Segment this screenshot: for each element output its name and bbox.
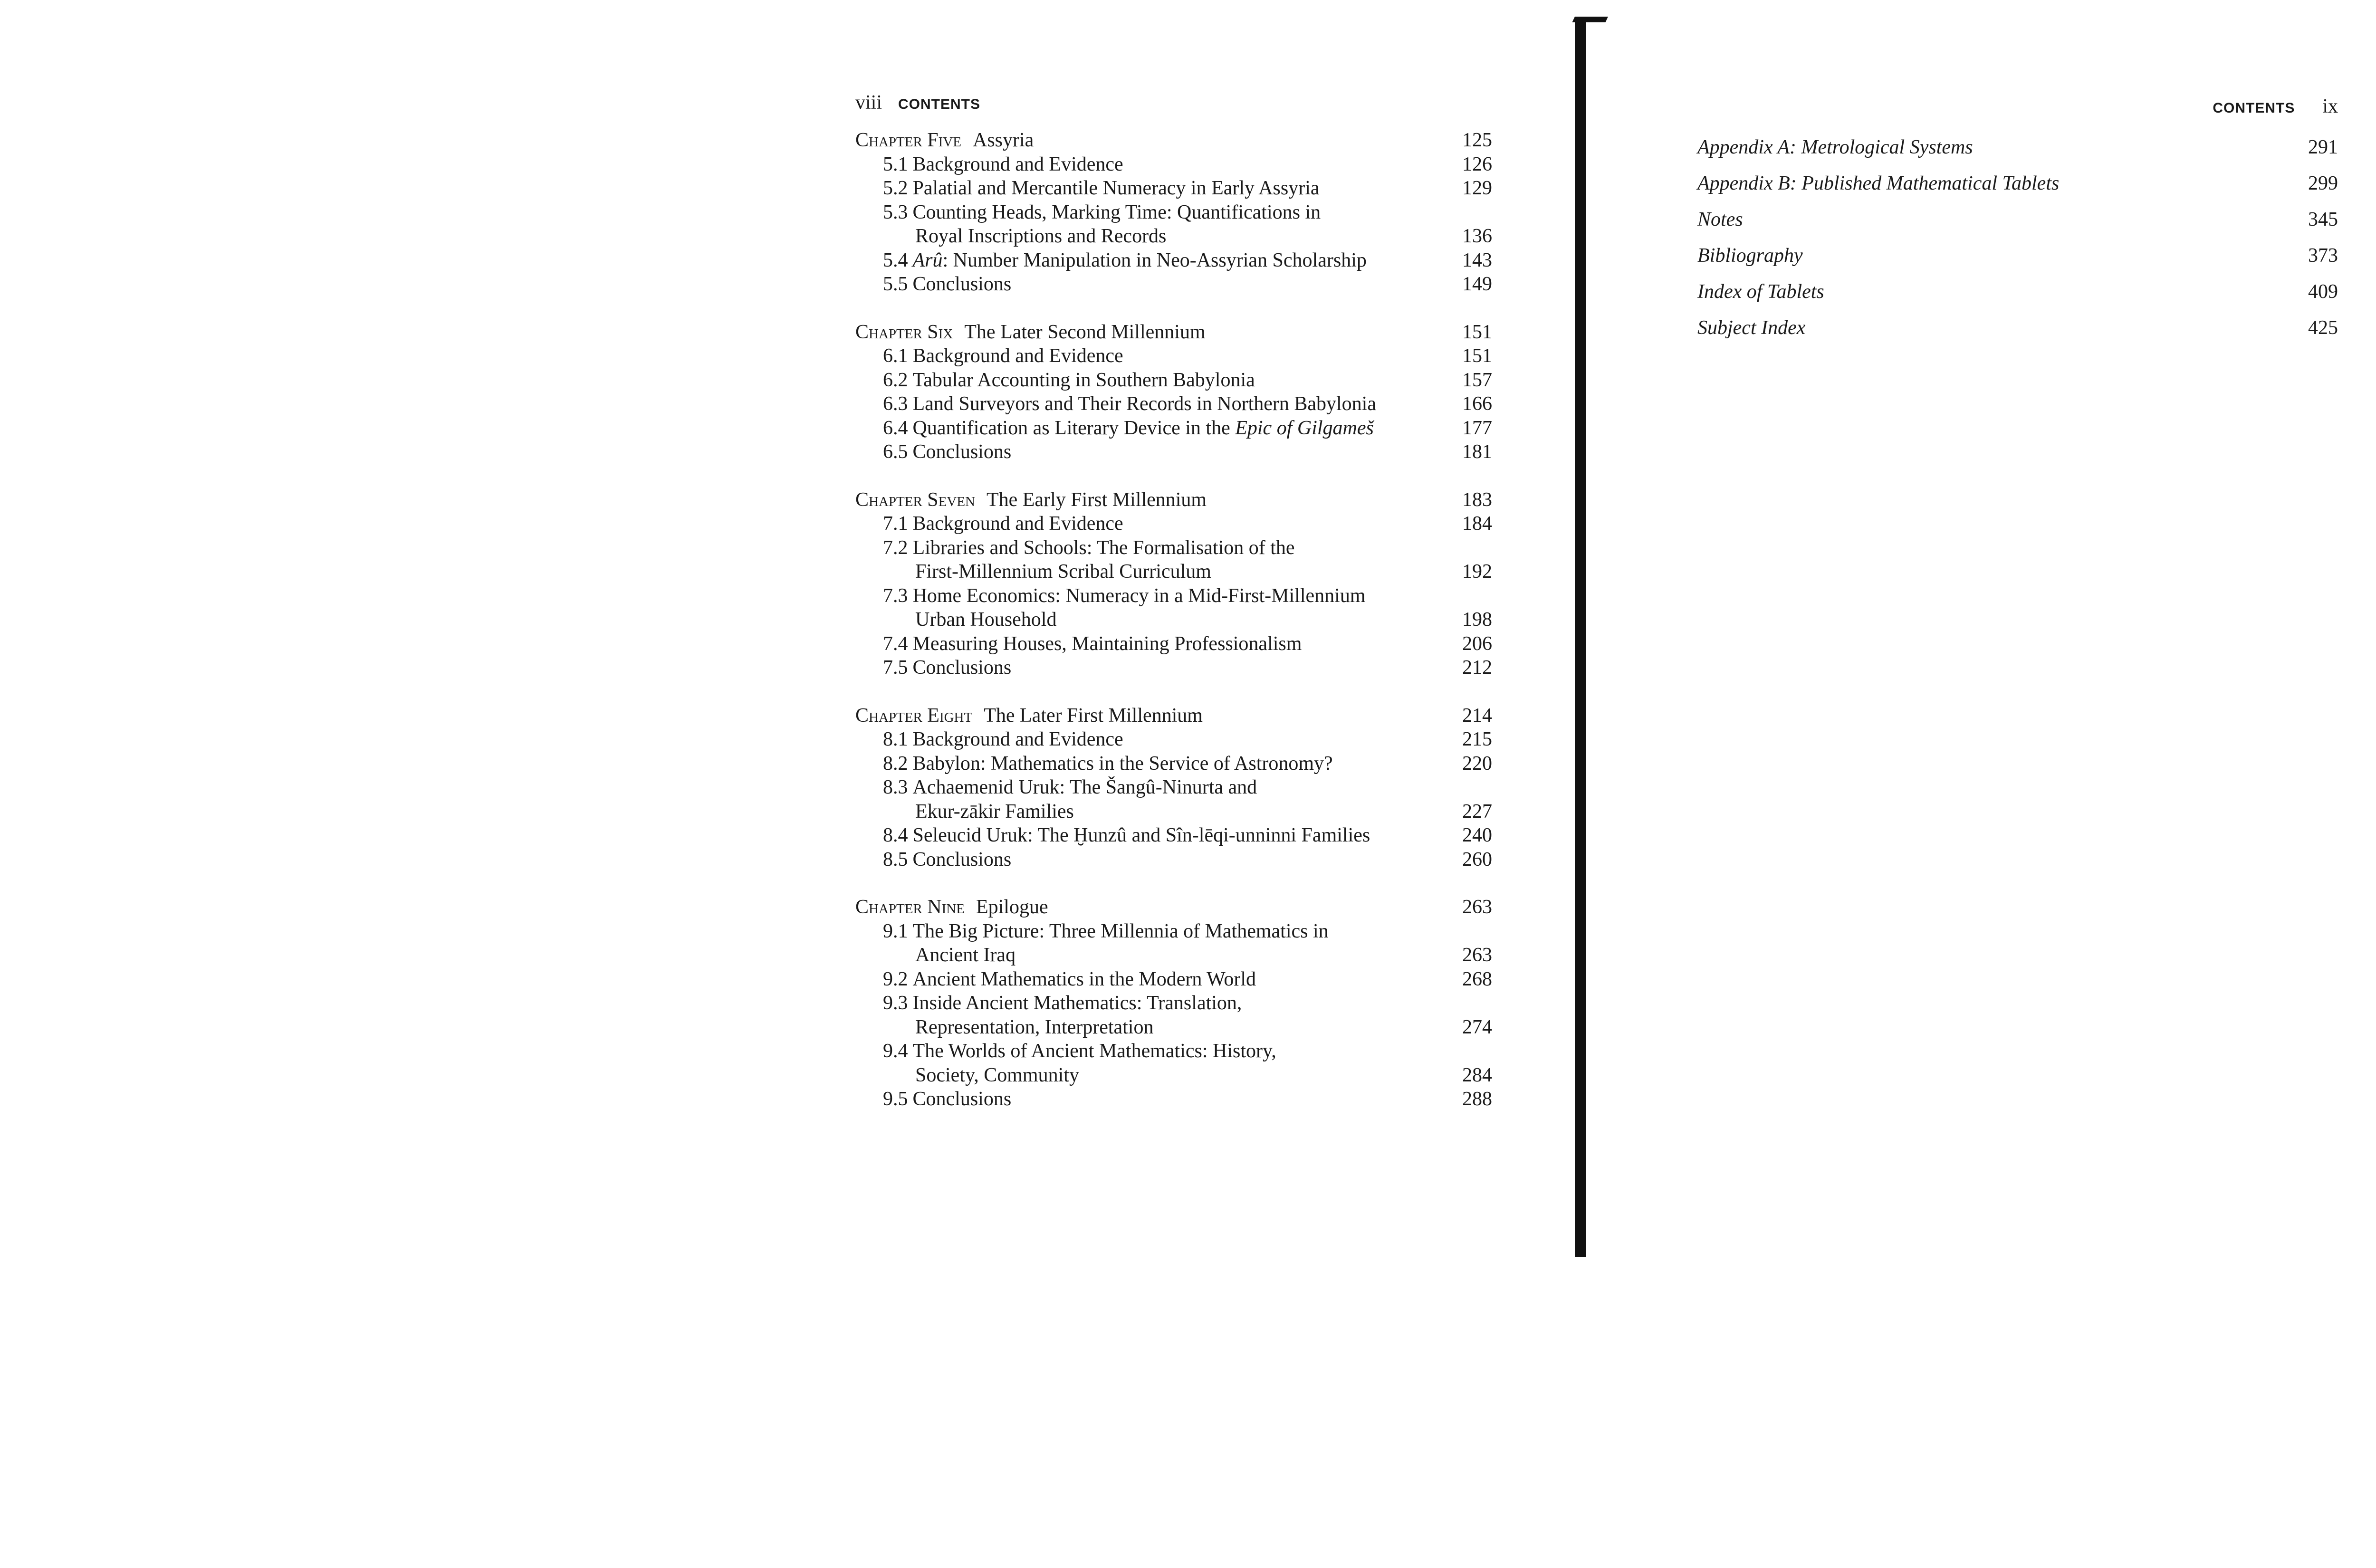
section-page-number: 166 [1462, 393, 1492, 415]
back-matter-title: Notes [1697, 209, 1743, 230]
back-matter-page-number: 425 [2308, 317, 2338, 339]
section-entry [855, 392, 1492, 416]
section-entry [855, 1087, 1492, 1111]
section-page-number: 284 [1462, 1064, 1492, 1086]
section-title: Babylon: Mathematics in the Service of Astronomy? [912, 752, 1333, 774]
section-number: 5.3 [883, 201, 908, 223]
chapter-label: Chapter Five [855, 129, 961, 151]
section-entry [855, 823, 1492, 848]
section-number: 7.4 [883, 632, 908, 655]
back-matter-title: Subject Index [1697, 317, 1806, 339]
section-page-number: 260 [1462, 848, 1492, 870]
section-entry [855, 536, 1492, 584]
gutter-shadow-notch [1582, 22, 1586, 36]
section-entry [855, 727, 1492, 752]
back-matter-page-number: 409 [2308, 281, 2338, 303]
section-number: 6.5 [883, 441, 908, 463]
chapter-heading [855, 488, 1492, 512]
left-running-head-label: CONTENTS [898, 96, 981, 112]
section-page-number: 215 [1462, 728, 1492, 750]
section-number: 9.3 [883, 992, 908, 1014]
section-entry [855, 584, 1492, 632]
back-matter-entry [1697, 310, 2338, 346]
back-matter-entry [1697, 129, 2338, 165]
section-entry [855, 153, 1492, 177]
back-matter-page-number: 373 [2308, 245, 2338, 267]
section-number: 9.1 [883, 920, 908, 942]
back-matter-entry [1697, 274, 2338, 310]
back-matter-page-number: 291 [2308, 136, 2338, 158]
section-entry [855, 848, 1492, 872]
section-page-number: 263 [1462, 944, 1492, 966]
section-page-number: 274 [1462, 1016, 1492, 1038]
chapter-title: The Later Second Millennium [964, 321, 1206, 343]
section-page-number: 177 [1462, 417, 1492, 439]
section-title: : Number Manipulation in Neo-Assyrian Scholarship [942, 249, 1367, 271]
section-page-number: 181 [1462, 441, 1492, 463]
back-matter-title: Appendix B: Published Mathematical Tablets [1697, 172, 2060, 194]
section-title: Conclusions [912, 441, 1012, 463]
section-number: 6.3 [883, 393, 908, 415]
left-running-head [855, 91, 980, 114]
section-page-number: 240 [1462, 824, 1492, 846]
chapter-block [855, 128, 1492, 296]
section-title: Tabular Accounting in Southern Babylonia [912, 369, 1255, 391]
section-number: 9.2 [883, 968, 908, 990]
right-page-contents [1697, 129, 2338, 346]
section-entry [855, 368, 1492, 392]
chapter-label: Chapter Six [855, 321, 953, 343]
chapter-title: Assyria [972, 129, 1034, 151]
section-page-number: 136 [1462, 225, 1492, 247]
back-matter-entry [1697, 201, 2338, 238]
chapter-label: Chapter Eight [855, 704, 973, 727]
section-number: 5.5 [883, 273, 908, 295]
section-entry [855, 249, 1492, 273]
section-title: Background and Evidence [912, 513, 1123, 535]
right-running-head [2213, 95, 2338, 118]
section-title: Counting Heads, Marking Time: Quantifications in Royal Inscriptions and Records [912, 201, 1321, 247]
chapter-block [855, 895, 1492, 1111]
chapter-block [855, 488, 1492, 680]
section-title: Quantification as Literary Device in the [912, 417, 1236, 439]
chapter-title: The Early First Millennium [986, 488, 1207, 511]
section-entry [855, 176, 1492, 201]
section-number: 5.4 [883, 249, 908, 271]
left-page-contents [855, 128, 1492, 1135]
section-title: Background and Evidence [912, 345, 1123, 367]
section-title: Ancient Mathematics in the Modern World [912, 968, 1256, 990]
section-number: 8.1 [883, 728, 908, 750]
section-title: Conclusions [912, 657, 1012, 679]
section-entry [855, 632, 1492, 656]
section-title: Palatial and Mercantile Numeracy in Early Assyria [912, 177, 1320, 199]
section-page-number: 129 [1462, 177, 1492, 199]
chapter-label: Chapter Nine [855, 896, 965, 918]
section-number: 5.2 [883, 177, 908, 199]
section-entry [855, 991, 1492, 1039]
chapter-block [855, 704, 1492, 872]
section-number: 7.3 [883, 584, 908, 607]
section-entry [855, 656, 1492, 680]
section-title: Background and Evidence [912, 728, 1123, 750]
section-page-number: 198 [1462, 609, 1492, 631]
section-number: 5.1 [883, 153, 908, 175]
chapter-heading [855, 128, 1492, 153]
right-folio: ix [2322, 96, 2338, 117]
section-title: Land Surveyors and Their Records in Northern Babylonia [912, 393, 1376, 415]
back-matter-page-number: 345 [2308, 209, 2338, 230]
right-running-head-label: CONTENTS [2213, 100, 2295, 116]
chapter-title: Epilogue [976, 896, 1048, 918]
section-entry [855, 201, 1492, 249]
gutter-shadow-top [1572, 17, 1608, 22]
chapter-title: The Later First Millennium [984, 704, 1203, 727]
section-title: Seleucid Uruk: The Ḫunzû and Sîn-lēqi-unninni Families [912, 824, 1370, 846]
back-matter-entry [1697, 165, 2338, 201]
section-number: 8.5 [883, 848, 908, 870]
section-number: 6.1 [883, 345, 908, 367]
section-title: Inside Ancient Mathematics: Translation, Representation, Interpretation [912, 992, 1242, 1038]
chapter-page-number: 263 [1462, 896, 1492, 918]
section-title: Measuring Houses, Maintaining Professionalism [912, 632, 1302, 655]
section-number: 6.2 [883, 369, 908, 391]
chapter-heading [855, 320, 1492, 344]
section-title: Achaemenid Uruk: The Šangû-Ninurta and Ekur-zākir Families [912, 776, 1257, 822]
section-number: 7.2 [883, 536, 908, 559]
chapter-page-number: 125 [1462, 129, 1492, 151]
back-matter-title: Bibliography [1697, 245, 1803, 267]
section-number: 9.4 [883, 1040, 908, 1062]
section-page-number: 126 [1462, 153, 1492, 175]
section-title-italic: Arû [912, 249, 943, 271]
chapter-page-number: 151 [1462, 321, 1492, 343]
back-matter-title: Index of Tablets [1697, 281, 1824, 303]
section-entry [855, 752, 1492, 776]
section-number: 7.1 [883, 513, 908, 535]
section-page-number: 212 [1462, 657, 1492, 679]
section-title: Conclusions [912, 273, 1012, 295]
section-page-number: 227 [1462, 800, 1492, 822]
chapter-label: Chapter Seven [855, 488, 975, 511]
section-number: 7.5 [883, 657, 908, 679]
section-entry [855, 919, 1492, 967]
chapter-page-number: 183 [1462, 488, 1492, 511]
chapter-heading [855, 895, 1492, 919]
section-entry [855, 512, 1492, 536]
section-title: Conclusions [912, 848, 1012, 870]
chapter-page-number: 214 [1462, 704, 1492, 727]
chapter-block [855, 320, 1492, 464]
section-entry [855, 775, 1492, 823]
section-page-number: 143 [1462, 249, 1492, 271]
section-entry [855, 272, 1492, 296]
back-matter-entry [1697, 238, 2338, 274]
section-title: The Big Picture: Three Millennia of Mathematics in Ancient Iraq [912, 920, 1329, 966]
section-page-number: 192 [1462, 561, 1492, 583]
section-title: Libraries and Schools: The Formalisation of the First-Millennium Scribal Curriculum [912, 536, 1295, 583]
section-title: The Worlds of Ancient Mathematics: History, Society, Community [912, 1040, 1276, 1086]
section-page-number: 184 [1462, 513, 1492, 535]
section-entry [855, 440, 1492, 464]
section-number: 6.4 [883, 417, 908, 439]
section-title: Background and Evidence [912, 153, 1123, 175]
section-number: 8.2 [883, 752, 908, 774]
section-page-number: 149 [1462, 273, 1492, 295]
section-title-italic: Epic of Gilgameš [1235, 417, 1374, 439]
back-matter-page-number: 299 [2308, 172, 2338, 194]
section-entry [855, 1039, 1492, 1087]
section-number: 9.5 [883, 1088, 908, 1110]
section-page-number: 220 [1462, 752, 1492, 774]
section-page-number: 206 [1462, 632, 1492, 655]
section-entry [855, 344, 1492, 368]
left-folio: viii [855, 92, 882, 114]
section-page-number: 288 [1462, 1088, 1492, 1110]
gutter-shadow [1575, 17, 1586, 1257]
section-entry [855, 967, 1492, 992]
section-title: Conclusions [912, 1088, 1012, 1110]
section-page-number: 157 [1462, 369, 1492, 391]
section-page-number: 268 [1462, 968, 1492, 990]
section-title: Home Economics: Numeracy in a Mid-First-Millennium Urban Household [912, 584, 1366, 631]
section-number: 8.4 [883, 824, 908, 846]
section-number: 8.3 [883, 776, 908, 798]
back-matter-title: Appendix A: Metrological Systems [1697, 136, 1973, 158]
section-page-number: 151 [1462, 345, 1492, 367]
section-entry [855, 416, 1492, 440]
chapter-heading [855, 704, 1492, 728]
